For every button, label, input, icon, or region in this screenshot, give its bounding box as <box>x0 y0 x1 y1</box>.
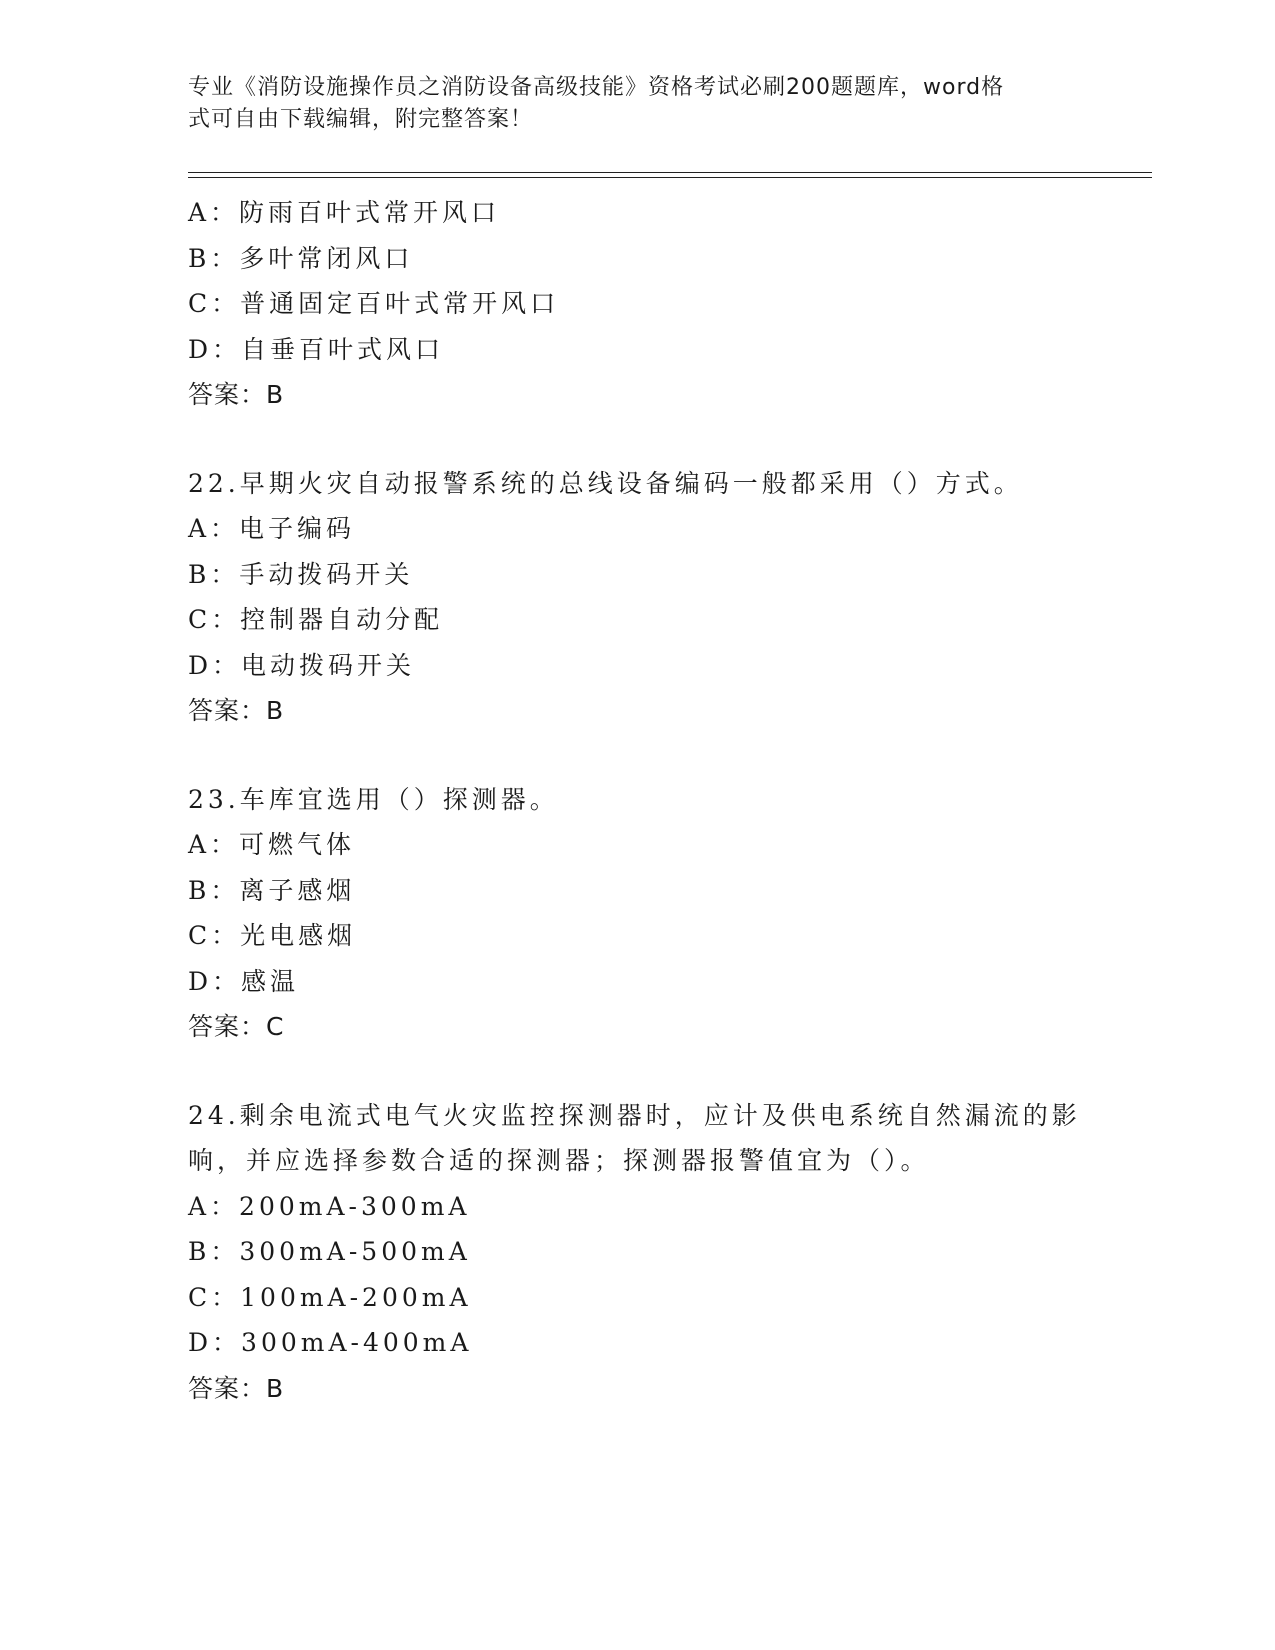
option-d: D：300mA-400mA <box>188 1328 473 1357</box>
header-rule-bottom <box>188 177 1152 178</box>
option-a: A：电子编码 <box>188 514 356 543</box>
option-d: D：感温 <box>188 966 300 996</box>
option-c: C：控制器自动分配 <box>188 605 444 634</box>
option-b: B：多叶常闭风口 <box>188 243 414 273</box>
option-b: B：离子感烟 <box>188 875 356 905</box>
question-stem: 23.车库宜选用（）探测器。 <box>188 784 559 814</box>
option-c: C：普通固定百叶式常开风口 <box>188 289 560 318</box>
question-stem-line-2: 响，并应选择参数合适的探测器；探测器报警值宜为（）。 <box>188 1146 930 1175</box>
question-block <box>188 1093 1088 1412</box>
option-a: A：可燃气体 <box>188 830 356 859</box>
option-b: B：手动拨码开关 <box>188 559 414 589</box>
question-stem: 22.早期火灾自动报警系统的总线设备编码一般都采用（）方式。 <box>188 468 1023 498</box>
option-c: C：100mA-200mA <box>188 1282 472 1312</box>
header-line-2: 式可自由下载编辑，附完整答案！ <box>188 107 534 132</box>
option-d: D：电动拨码开关 <box>188 650 416 680</box>
answer-line: 答案：C <box>188 1012 285 1041</box>
option-a: A：防雨百叶式常开风口 <box>188 198 501 227</box>
header-rule-top <box>188 172 1152 173</box>
answer-line: 答案：B <box>188 1373 285 1403</box>
question-block <box>188 777 1088 1050</box>
question-block <box>188 461 1088 734</box>
question-stem-line-1: 24.剩余电流式电气火灾监控探测器时，应计及供电系统自然漏流的影 <box>188 1100 1081 1130</box>
answer-line: 答案：B <box>188 380 285 409</box>
question-block <box>188 190 1088 418</box>
document-header <box>188 72 1068 136</box>
option-d: D：自垂百叶式风口 <box>188 334 445 364</box>
question-list <box>188 190 1088 1411</box>
option-c: C：光电感烟 <box>188 921 357 950</box>
header-line-1: 专业《消防设施操作员之消防设备高级技能》资格考试必刷200题题库，word格 <box>188 75 1005 100</box>
answer-line: 答案：B <box>188 696 285 725</box>
option-a: A：200mA-300mA <box>188 1191 471 1221</box>
option-b: B：300mA-500mA <box>188 1237 471 1266</box>
